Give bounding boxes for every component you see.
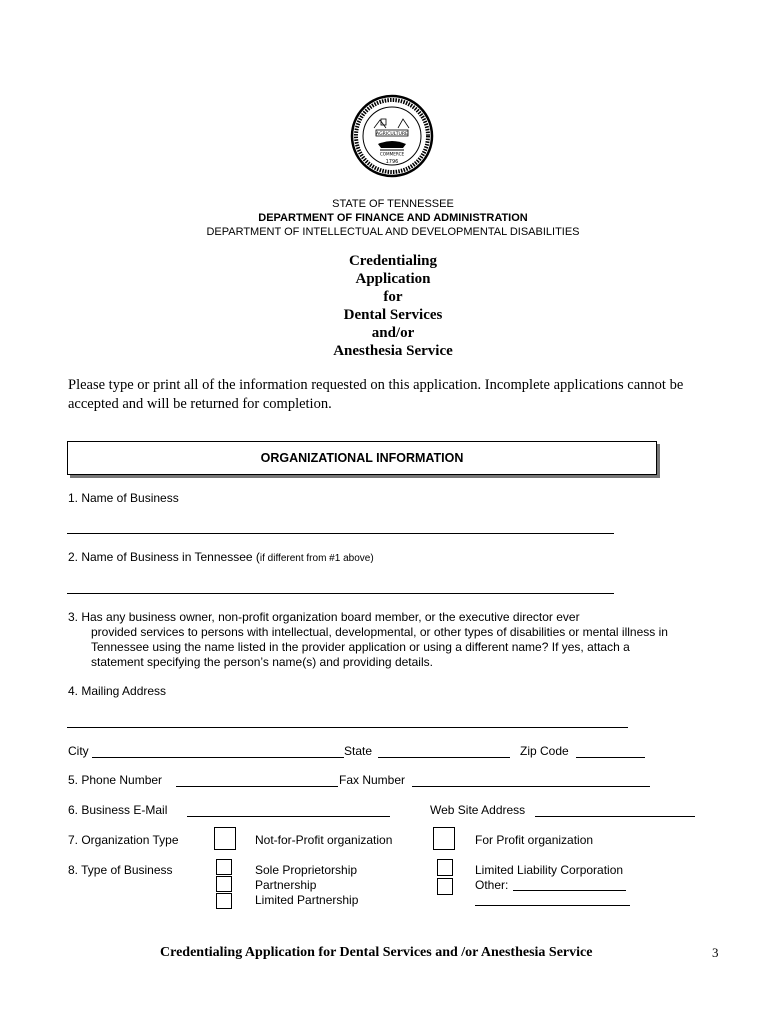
footer-title: Credentialing Application for Dental Services and /or Anesthesia Service [160,945,593,960]
q1-label: 1. Name of Business [68,491,179,505]
for-profit-checkbox[interactable] [433,827,455,850]
business-name-field[interactable] [67,521,614,534]
business-name-tennessee-field[interactable] [67,581,614,594]
state-label: State [344,744,373,758]
q2-label-text: 2. Name of Business in Tennessee ( [68,550,260,564]
seal-text: AGRICULTURE [376,131,408,137]
section-header-organizational-information: ORGANIZATIONAL INFORMATION [67,441,657,475]
zip-label: Zip Code [520,744,569,758]
q8-label: 8. Type of Business [68,863,173,877]
website-label: Web Site Address [430,803,526,817]
title-line-1: Credentialing [348,253,438,269]
city-label: City [68,744,89,758]
q5-label: 5. Phone Number [68,773,163,787]
instructions [68,376,728,414]
title-line-6: Anesthesia Service [333,343,453,359]
title-line-4: Dental Services [343,307,443,323]
sole-proprietorship-label: Sole Proprietorship [255,863,358,877]
mailing-address-field[interactable] [67,715,628,728]
q3-line-3: Tennessee using the name listed in the provider application or using a different name? If yes, attach a [91,640,630,654]
sole-proprietorship-checkbox[interactable] [216,859,232,875]
header-department-idd: DEPARTMENT OF INTELLECTUAL AND DEVELOPMENTAL DISABILITIES [206,226,580,238]
fax-number-field[interactable] [412,774,650,787]
seal-lower-text: COMMERCE [379,151,405,157]
llc-label: Limited Liability Corporation [475,863,624,877]
q6-label: 6. Business E-Mail [68,803,168,817]
website-field[interactable] [535,804,695,817]
for-profit-label: For Profit organization [475,833,594,847]
q2-note: if different from #1 above) [259,553,374,564]
business-email-field[interactable] [187,804,390,817]
title-line-5: and/or [371,325,415,341]
instructions-line-2: accepted and will be returned for completion. [68,396,332,412]
fax-label: Fax Number [339,773,406,787]
other-label: Other: [475,878,509,892]
q3-line-1: 3. Has any business owner, non-profit organization board member, or the executive director ever [68,610,580,624]
q3-line-2: provided services to persons with intellectual, developmental, or other types of disabilities or mental illness in [91,625,668,639]
page-number: 3 [712,945,719,960]
q4-label: 4. Mailing Address [68,684,167,698]
not-for-profit-label: Not-for-Profit organization [255,833,393,847]
zip-field[interactable] [576,745,645,758]
seal-year: 1796 [385,159,399,165]
phone-number-field[interactable] [176,774,338,787]
title-line-2: Application [355,271,431,287]
q7-label: 7. Organization Type [68,833,179,847]
partnership-checkbox[interactable] [216,876,232,892]
tennessee-state-seal [350,94,434,178]
q3-line-4: statement specifying the person’s name(s) and providing details. [91,655,433,669]
title-line-3: for [383,289,403,305]
other-field[interactable] [513,878,626,891]
city-field[interactable] [92,745,344,758]
limited-partnership-label: Limited Partnership [255,893,359,907]
header-state: STATE OF TENNESSEE [332,198,454,210]
header-department-finance: DEPARTMENT OF FINANCE AND ADMINISTRATION [258,212,528,224]
instructions-line-1: Please type or print all of the information requested on this application. Incomplete applications cannot be [68,377,684,393]
q2-label [68,550,374,566]
partnership-label: Partnership [255,878,317,892]
llc-checkbox[interactable] [437,859,453,876]
limited-partnership-checkbox[interactable] [216,893,232,909]
state-field[interactable] [378,745,510,758]
other-checkbox[interactable] [437,878,453,895]
other-field-continued[interactable] [475,893,630,906]
not-for-profit-checkbox[interactable] [214,827,236,850]
